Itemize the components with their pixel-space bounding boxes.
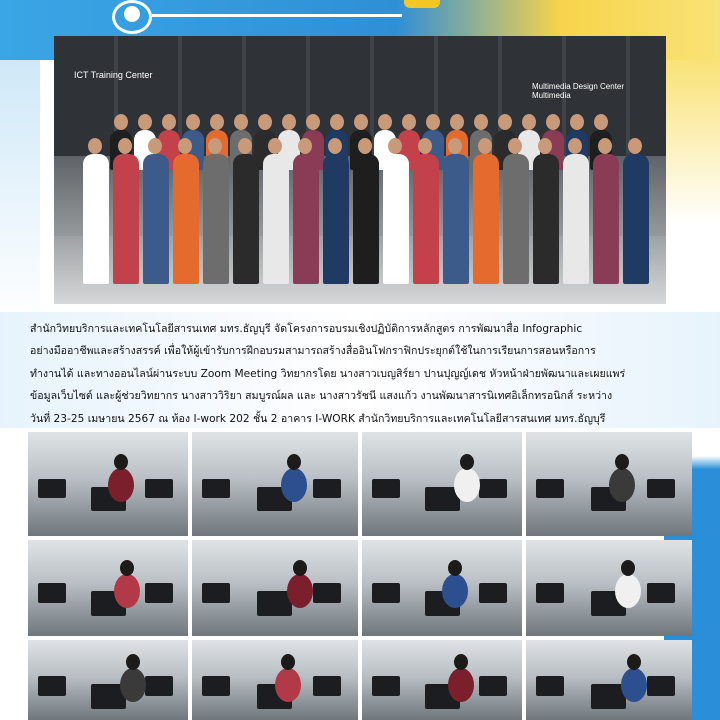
computer-monitor [372,479,400,499]
person-body [143,154,169,284]
person-body [473,154,499,284]
participant [120,668,146,702]
person-body [533,154,559,284]
computer-monitor [372,583,400,603]
computer-monitor [372,676,400,696]
computer-monitor [536,479,564,499]
computer-monitor [647,676,675,696]
person-head [448,138,462,154]
photo-class-5 [192,540,358,636]
person-head [378,114,392,130]
participant-head [448,560,462,576]
header-divider [152,14,402,17]
computer-monitor [145,676,173,696]
participant-head [627,654,641,670]
person-body [443,154,469,284]
participant [108,468,134,502]
person-head [418,138,432,154]
person-head [358,138,372,154]
photo-class-2 [362,432,522,536]
computer-monitor [313,583,341,603]
person-body [293,154,319,284]
person-body [563,154,589,284]
person-head [208,138,222,154]
person-head [162,114,176,130]
participant-head [621,560,635,576]
participant-head [615,454,629,470]
participant [275,668,301,702]
person-head [238,138,252,154]
person-head [258,114,272,130]
photo-class-3 [526,432,692,536]
caption-line: วันที่ 23-25 เมษายน 2567 ณ ห้อง I-work 202 ชั้น 2 อาคาร I-WORK สำนักวิทยบริการและเทคโนโลยีสารสนเทศ มทร.ธัญบุรี [30,412,606,425]
participant [281,468,307,502]
person-head [282,114,296,130]
person-head [546,114,560,130]
computer-monitor [145,583,173,603]
person-head [402,114,416,130]
person-head [450,114,464,130]
caption-line: ทำงานได้ และทางออนไลน์ผ่านระบบ Zoom Meeting วิทยากรโดย นางสาวเบญสิร์ยา ปานปุญญ์เดช หัวหน้าฝ่ายพัฒนาและเผยแพร่ [30,367,626,380]
person-body [263,154,289,284]
participant [454,468,480,502]
person-head [474,114,488,130]
person-head [330,114,344,130]
photo-class-11 [526,640,692,720]
participant-head [460,454,474,470]
computer-monitor [647,583,675,603]
header-tab [404,0,440,8]
multimedia-sign-line2: Multimedia [532,91,571,100]
computer-monitor [536,583,564,603]
computer-monitor [479,583,507,603]
person-head [522,114,536,130]
photo-class-10 [362,640,522,720]
person-head [114,114,128,130]
computer-monitor [202,676,230,696]
person-head [88,138,102,154]
computer-monitor [479,479,507,499]
participant-head [120,560,134,576]
participant [621,668,647,702]
person-head [118,138,132,154]
person-body [203,154,229,284]
logo-dot-icon [124,6,140,22]
computer-monitor [38,583,66,603]
computer-monitor [647,479,675,499]
computer-monitor [38,676,66,696]
person-head [306,114,320,130]
person-head [498,114,512,130]
multimedia-sign [532,82,662,112]
person-body [323,154,349,284]
participant-head [126,654,140,670]
person-body [593,154,619,284]
multimedia-sign-line1: Multimedia Design Center [532,82,625,91]
participant [114,574,140,608]
person-head [538,138,552,154]
computer-monitor [202,583,230,603]
participant [615,574,641,608]
person-head [568,138,582,154]
person-body [353,154,379,284]
computer-monitor [313,479,341,499]
person-head [328,138,342,154]
participant [609,468,635,502]
person-head [178,138,192,154]
caption-line: สำนักวิทยบริการและเทคโนโลยีสารนเทศ มทร.ธัญบุรี จัดโครงการอบรมเชิงปฏิบัติการหลักสูตร การพัฒนาสื่อ Infographic [30,323,583,335]
participant [448,668,474,702]
person-body [413,154,439,284]
person-head [138,114,152,130]
participant-head [293,560,307,576]
person-body [503,154,529,284]
person-head [388,138,402,154]
ict-sign: ICT Training Center [74,70,153,80]
participant [287,574,313,608]
person-head [210,114,224,130]
participant-head [287,454,301,470]
caption-line: ข้อมูลเว็บไซต์ และผู้ช่วยวิทยากร นางสาววิริยา สมบูรณ์ผล และ นางสาวรัชนี แสงแก้ว งานพัฒนาสารนิเทศอิเล็กทรอนิกส์ ระหว่าง [30,390,613,403]
person-body [233,154,259,284]
photo-class-7 [526,540,692,636]
person-body [623,154,649,284]
participant-head [281,654,295,670]
computer-monitor [313,676,341,696]
person-body [113,154,139,284]
computer-monitor [536,676,564,696]
photo-class-9 [192,640,358,720]
caption-line: อย่างมืออาชีพและสร้างสรรค์ เพื่อให้ผู้เข้ารับการฝึกอบรมสามารถสร้างสื่ออินโฟกราฟิกประยุกต์ใช้ในการเรียนการสอนหรือการ [30,345,596,358]
person-head [478,138,492,154]
person-body [383,154,409,284]
person-body [173,154,199,284]
photo-class-4 [28,540,188,636]
photo-class-1 [192,432,358,536]
person-head [148,138,162,154]
person-head [594,114,608,130]
participant-head [454,654,468,670]
computer-monitor [145,479,173,499]
computer-monitor [202,479,230,499]
training-photo-collage [28,432,692,720]
person-head [628,138,642,154]
person-head [508,138,522,154]
person-head [268,138,282,154]
participant-head [114,454,128,470]
computer-monitor [479,676,507,696]
person-head [186,114,200,130]
photo-class-6 [362,540,522,636]
person-head [426,114,440,130]
caption-text [30,318,698,430]
person-head [234,114,248,130]
person-head [598,138,612,154]
person-head [354,114,368,130]
person-head [570,114,584,130]
person-head [298,138,312,154]
photo-class-8 [28,640,188,720]
person-body [83,154,109,284]
participant [442,574,468,608]
group-photo [54,36,666,304]
computer-monitor [38,479,66,499]
photo-speaker [28,432,188,536]
